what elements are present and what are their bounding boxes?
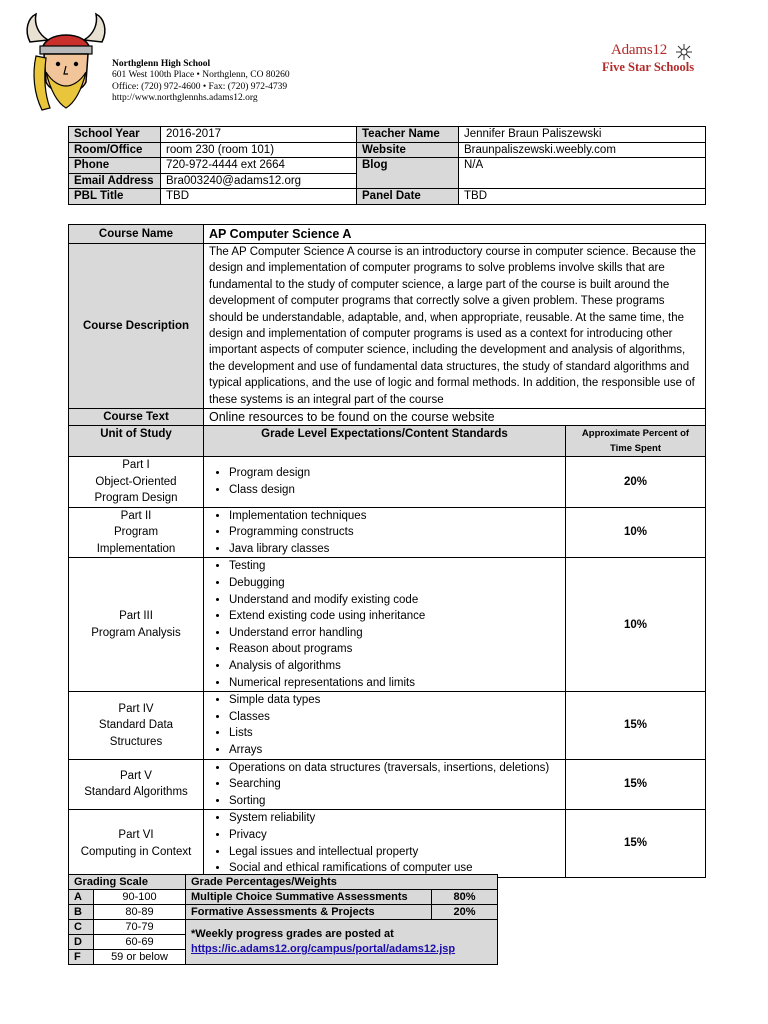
- info-label: School Year: [69, 127, 161, 143]
- unit-part: Part II: [120, 509, 152, 522]
- unit-percent: 10%: [566, 507, 706, 558]
- table-row: [69, 189, 706, 205]
- unit-percent: 15%: [566, 810, 706, 877]
- list-item: • Arrays: [229, 742, 560, 759]
- table-row: [69, 905, 498, 920]
- grade-letter: D: [69, 935, 94, 950]
- school-address-block: [112, 59, 290, 105]
- unit-standards: [204, 558, 566, 692]
- unit-cell: [69, 558, 204, 692]
- list-item: • Program design: [229, 465, 560, 482]
- list-item: • Social and ethical ramifications of computer use: [229, 860, 560, 877]
- grading-table: [68, 874, 498, 965]
- table-row: [69, 127, 706, 143]
- progress-note: *Weekly progress grades are posted at: [191, 928, 394, 940]
- list-item: • Lists: [229, 725, 560, 742]
- info-label: Email Address: [69, 173, 161, 189]
- teacher-info-table: [68, 126, 706, 205]
- unit-name: Standard Data Structures: [98, 719, 174, 748]
- list-item: • Classes: [229, 709, 560, 726]
- unit-name: Object-Oriented Program Design: [94, 475, 178, 505]
- unit-standards: [204, 810, 566, 877]
- unit-percent: 15%: [566, 692, 706, 759]
- table-row: [69, 244, 706, 409]
- list-item: • Programming constructs: [229, 524, 560, 541]
- grade-letter: F: [69, 950, 94, 965]
- info-label: Panel Date: [357, 189, 459, 205]
- grade-range: 60-69: [94, 935, 186, 950]
- unit-cell: [69, 457, 204, 507]
- table-header-row: [69, 875, 498, 890]
- grade-range: 59 or below: [94, 950, 186, 965]
- list-item: • Reason about programs: [229, 641, 560, 658]
- grade-letter: B: [69, 905, 94, 920]
- info-value: TBD: [161, 189, 357, 205]
- grade-range: 70-79: [94, 920, 186, 935]
- info-value: TBD: [459, 189, 706, 205]
- info-label: Website: [357, 142, 459, 158]
- table-row: [69, 457, 706, 507]
- info-value: 720-972-4444 ext 2664: [161, 158, 357, 174]
- course-table: [68, 224, 706, 878]
- grading-scale-header: Grading Scale: [69, 875, 186, 890]
- column-header-unit: Unit of Study: [69, 426, 204, 457]
- list-item: • Extend existing code using inheritance: [229, 608, 560, 625]
- district-logo: [598, 42, 708, 78]
- table-row: [69, 920, 498, 935]
- list-item: • Searching: [229, 776, 560, 793]
- progress-note-cell: [186, 920, 498, 965]
- table-row: [69, 759, 706, 810]
- info-value: Jennifer Braun Paliszewski: [459, 127, 706, 143]
- list-item: • Implementation techniques: [229, 508, 560, 525]
- unit-name: Program Implementation: [96, 526, 176, 555]
- list-item: • Privacy: [229, 827, 560, 844]
- school-phones: Office: (720) 972-4600 • Fax: (720) 972-4739: [112, 81, 288, 92]
- table-row: [69, 142, 706, 158]
- table-row: [69, 225, 706, 244]
- unit-part: Part IV: [118, 702, 154, 715]
- weight-percent: 20%: [432, 905, 498, 920]
- info-value: 2016-2017: [161, 127, 357, 143]
- unit-cell: [69, 507, 204, 558]
- info-label: Phone: [69, 158, 161, 174]
- list-item: • System reliability: [229, 810, 560, 827]
- list-item: • Legal issues and intellectual property: [229, 844, 560, 861]
- school-website: http://www.northglennhs.adams12.org: [112, 93, 258, 104]
- unit-standards: [204, 507, 566, 558]
- unit-part: Part V: [120, 770, 152, 783]
- list-item: • Operations on data structures (traversals, insertions, deletions): [229, 760, 560, 777]
- grade-weights-header: Grade Percentages/Weights: [186, 875, 498, 890]
- info-value: N/A: [459, 158, 706, 189]
- district-logo-bottom: Five Star Schools: [602, 60, 695, 74]
- weight-name: Multiple Choice Summative Assessments: [186, 890, 432, 905]
- school-name: Northglenn High School: [112, 59, 211, 69]
- table-row: [69, 158, 706, 174]
- info-label: Room/Office: [69, 142, 161, 158]
- column-header-time: Approximate Percent of Time Spent: [566, 426, 706, 457]
- info-label: Blog: [357, 158, 459, 189]
- course-name: AP Computer Science A: [204, 225, 706, 244]
- course-text-label: Course Text: [69, 409, 204, 426]
- unit-name: Standard Algorithms: [84, 786, 188, 799]
- unit-percent: 10%: [566, 558, 706, 692]
- table-row: [69, 507, 706, 558]
- info-value: Bra003240@adams12.org: [161, 173, 357, 189]
- district-logo-top: Adams12: [611, 42, 668, 58]
- unit-cell: [69, 759, 204, 810]
- unit-percent: 20%: [566, 457, 706, 507]
- list-item: • Numerical representations and limits: [229, 675, 560, 692]
- list-item: • Simple data types: [229, 692, 560, 709]
- unit-part: Part VI: [118, 829, 154, 842]
- list-item: • Understand error handling: [229, 625, 560, 642]
- list-item: • Understand and modify existing code: [229, 592, 560, 609]
- info-value: Braunpaliszewski.weebly.com: [459, 142, 706, 158]
- school-address: 601 West 100th Place • Northglenn, CO 80260: [112, 70, 290, 81]
- weight-percent: 80%: [432, 890, 498, 905]
- table-row: [69, 558, 706, 692]
- course-description: The AP Computer Science A course is an introductory course in computer science. Because the design and implementation of computer programs to solve problems involve skills that are fundamental to the study of computer science, a large part of the course is built around the development of computer programs that correctly solve a given problem. These programs should be understandable, adaptable, and, when appropriate, reusable. At the same time, the design and implementation of computer programs is used as a context for introducing other important aspects of computer science, including the development and analysis of algorithms, the development and use of fundamental data structures, the study of standard algorithms and typical applications, and the use of logic and formal methods. In addition, the responsible use of these systems is an integral part of the course: [204, 244, 706, 409]
- table-row: [69, 810, 706, 877]
- grade-range: 90-100: [94, 890, 186, 905]
- column-header-standards: Grade Level Expectations/Content Standards: [204, 426, 566, 457]
- unit-cell: [69, 692, 204, 759]
- list-item: • Analysis of algorithms: [229, 658, 560, 675]
- table-row: [69, 409, 706, 426]
- unit-standards: [204, 759, 566, 810]
- unit-standards: [204, 692, 566, 759]
- table-header-row: [69, 426, 706, 457]
- info-value: room 230 (room 101): [161, 142, 357, 158]
- table-row: [69, 692, 706, 759]
- grade-letter: A: [69, 890, 94, 905]
- unit-standards: [204, 457, 566, 507]
- unit-part: Part III: [119, 610, 153, 623]
- info-label: PBL Title: [69, 189, 161, 205]
- course-name-label: Course Name: [69, 225, 204, 244]
- portal-link[interactable]: https://ic.adams12.org/campus/portal/adams12.jsp: [191, 943, 456, 955]
- course-text: Online resources to be found on the course website: [204, 409, 706, 426]
- grade-letter: C: [69, 920, 94, 935]
- info-label: Teacher Name: [357, 127, 459, 143]
- grade-range: 80-89: [94, 905, 186, 920]
- list-item: • Java library classes: [229, 541, 560, 558]
- unit-name: Program Analysis: [91, 626, 181, 639]
- weight-name: Formative Assessments & Projects: [186, 905, 432, 920]
- list-item: • Debugging: [229, 575, 560, 592]
- unit-cell: [69, 810, 204, 877]
- list-item: • Sorting: [229, 793, 560, 810]
- list-item: • Testing: [229, 558, 560, 575]
- viking-mascot-logo: [22, 12, 110, 116]
- unit-percent: 15%: [566, 759, 706, 810]
- star-burst-icon: [676, 44, 692, 60]
- unit-name: Computing in Context: [80, 845, 192, 858]
- list-item: • Class design: [229, 482, 560, 499]
- course-description-label: Course Description: [69, 244, 204, 409]
- table-row: [69, 890, 498, 905]
- unit-part: Part I: [122, 459, 150, 472]
